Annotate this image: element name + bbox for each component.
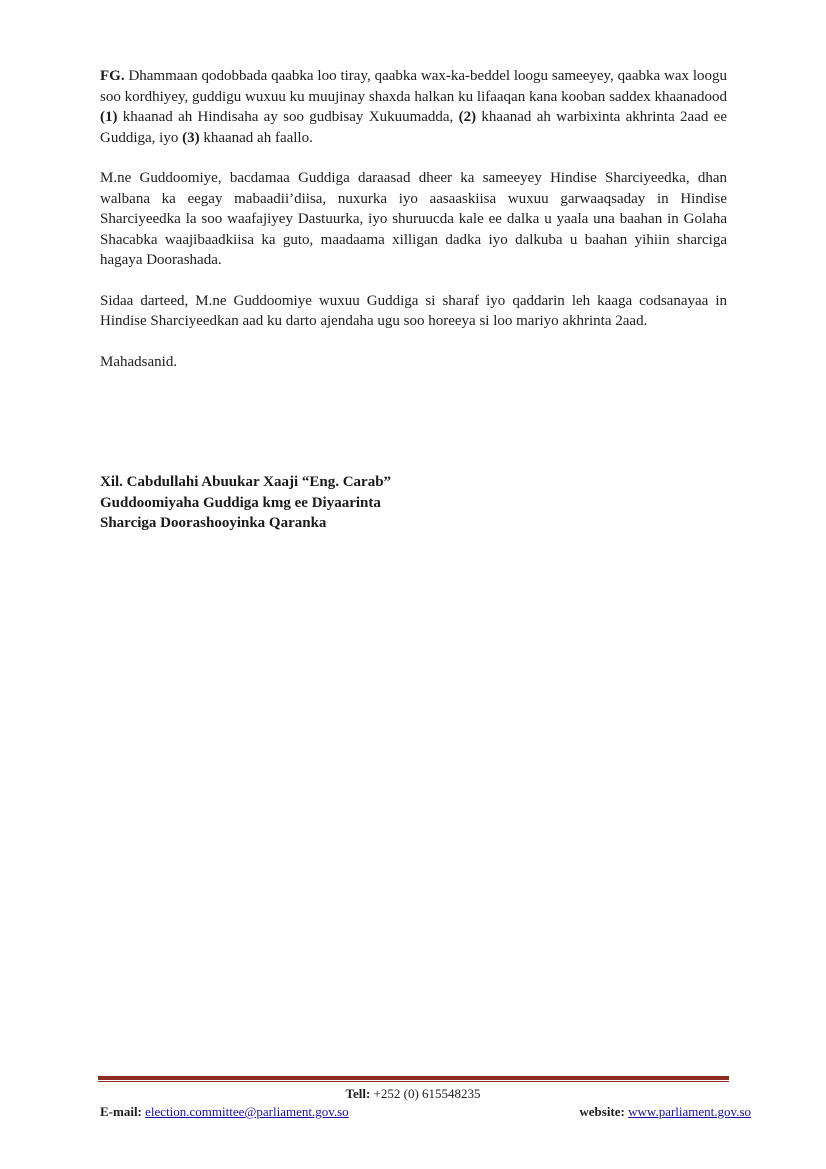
signatory-name: Xil. Cabdullahi Abuukar Xaaji “Eng. Carab” [100,474,392,490]
signatory-title-line-1: Guddoomiyaha Guddiga kmg ee Diyaarinta [100,494,381,511]
emphasis-text: (3) [182,129,200,146]
letter-paragraph [100,168,727,271]
footer-telephone [0,1086,826,1102]
footer-divider [98,1076,729,1080]
emphasis-text: FG. [100,68,125,84]
letter-paragraph [100,66,727,148]
letter-paragraph [100,291,727,332]
paragraph-text: M.ne Guddoomiye, bacdamaa Guddiga daraasad dheer ka sameeyey Hindise Sharciyeedka, dhan walbana ka eegay mabaadii’diisa, nuxurka iyo aasaaskiisa wuxuu garwaaqsaday in Hindise Sharciyeedka la soo waafajiyey Dastuurka, iyo shuruucda kale ee dalka u yaala una baahan in Golaha Shacabka waajibaadkiisa ka guto, maadaama xilligan dadka iyo dalkuba u baahan yihiin sharciga hagaya Doorashada. [100,170,727,268]
footer-divider-thin [98,1081,729,1082]
email-label: E-mail: [100,1104,142,1119]
tel-label: Tell: [345,1086,371,1101]
paragraph-text: Mahadsanid. [100,353,178,370]
emphasis-text: (1) [100,109,118,125]
paragraph-text: Dhammaan qodobbada qaabka loo tiray, qaabka wax-ka-beddel loogu sameeyey, qaabka wax loogu soo kordhiyey, guddigu wuxuu ku muujinay shaxda halkan ku lifaaqan kana kooban saddex khaanadood [100,68,727,105]
tel-value: +252 (0) 615548235 [373,1086,481,1101]
paragraph-text: khaanad ah faallo. [199,129,313,146]
signature-block [100,472,391,534]
paragraph-text: khaanad ah Hindisaha ay soo gudbisay Xukuumadda, [117,109,459,125]
website-label: website: [579,1104,625,1119]
paragraph-text: khaanad ah warbixinta akhrinta 2aad ee Guddiga, iyo [100,109,727,146]
signatory-title-line-2: Sharciga Doorashooyinka Qaranka [100,515,327,531]
footer-website [579,1104,751,1120]
footer-email [100,1104,349,1120]
email-link[interactable]: election.committee@parliament.gov.so [145,1104,349,1119]
letter-paragraph [100,352,727,373]
paragraph-text: Sidaa darteed, M.ne Guddoomiye wuxuu Guddiga si sharaf iyo qaddarin leh kaaga codsanayaa in Hindise Sharciyeedkan aad ku darto ajendaha ugu soo horeeya si loo mariyo akhrinta 2aad. [100,292,727,329]
emphasis-text: (2) [458,109,477,125]
letter-body [100,66,727,392]
website-link[interactable]: www.parliament.gov.so [628,1104,751,1119]
